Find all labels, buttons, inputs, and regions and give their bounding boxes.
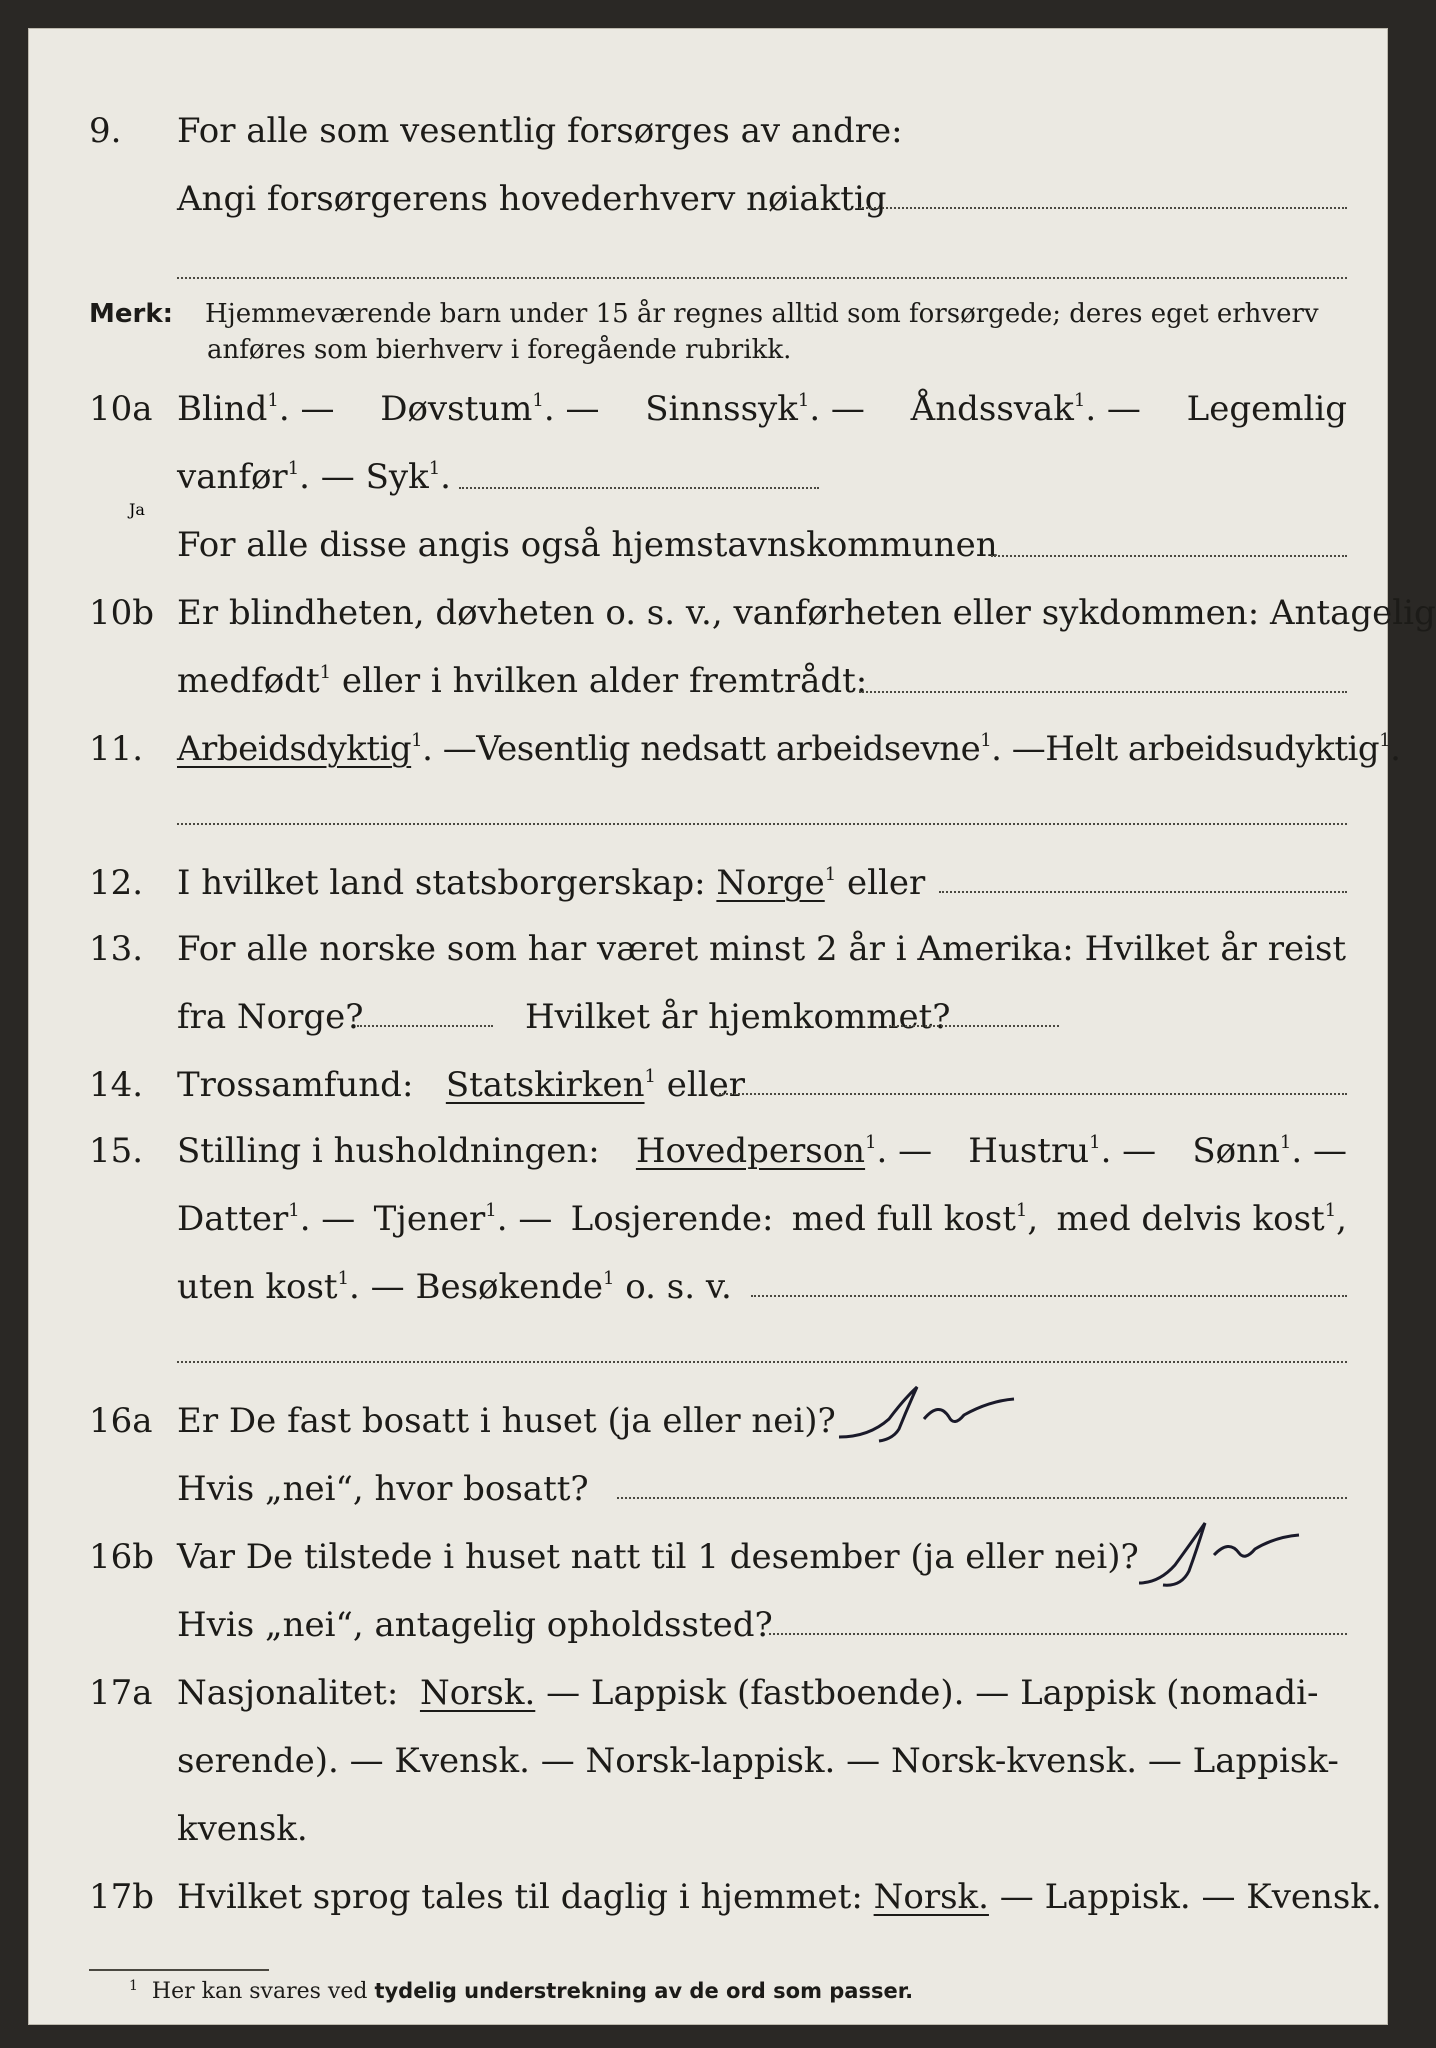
q16b-line2: Hvis „nei“, antagelig opholdssted? <box>177 1605 773 1645</box>
q9-line2: Angi forsørgerens hovederhverv nøiaktig <box>177 179 887 219</box>
footnote: $^1$ Her kan svares ved tydelig understrekning av de ord som passer. <box>129 1978 914 2004</box>
q9-answer-field[interactable] <box>859 207 1347 209</box>
merk-line2: anføres som bierhverv i foregående rubrikk. <box>207 335 792 365</box>
option-legemlig: Legemlig <box>1186 389 1347 429</box>
option-nedsatt: Vesentlig nedsatt arbeidsevne <box>476 729 981 769</box>
q17a-line3: kvensk. <box>177 1809 308 1849</box>
q14-other-field[interactable] <box>719 1093 1347 1095</box>
q15-extra-line[interactable] <box>177 1361 1347 1363</box>
option-norge-selected: Norge <box>716 863 825 903</box>
q17b-line: Hvilket sprog tales til daglig i hjemmet: Norsk. — Lappisk. — Kvensk. <box>177 1877 1382 1917</box>
q14-line: Trossamfund: Statskirken$^1$ eller <box>177 1065 746 1105</box>
q11-number: 11. <box>89 729 144 769</box>
option-statskirken-selected: Statskirken <box>445 1065 645 1105</box>
q15-number: 15. <box>89 1131 144 1171</box>
q16a-line2: Hvis „nei“, hvor bosatt? <box>177 1469 589 1509</box>
q16b-number: 16b <box>89 1537 155 1577</box>
q10a-syk-field[interactable] <box>459 487 819 489</box>
q16a-number: 16a <box>89 1401 153 1441</box>
q9-number: 9. <box>89 111 122 151</box>
option-norsk-selected: Norsk. <box>419 1673 536 1713</box>
q13-fra: fra Norge? <box>177 997 364 1037</box>
option-syk: Syk <box>365 457 429 497</box>
q11-line: Arbeidsdyktig$^1$. — Vesentlig nedsatt arbeidsevne$^1$. — Helt arbeidsudyktig$^1$. <box>177 729 1401 769</box>
q13-hjem: Hvilket år hjemkommet? <box>525 997 951 1037</box>
q17a-number: 17a <box>89 1673 153 1713</box>
option-sinnssyk: Sinnssyk <box>645 389 798 429</box>
q15-line2: Datter$^1$. — Tjener$^1$. — Losjerende: med full kost$^1$, med delvis kost$^1$, <box>177 1199 1347 1239</box>
q17a-line2: serende). — Kvensk. — Norsk-lappisk. — Norsk-kvensk. — Lappisk- <box>177 1741 1339 1781</box>
option-blind: Blind <box>177 389 268 429</box>
q11-extra-line[interactable] <box>177 823 1347 825</box>
option-norsk-language-selected: Norsk. <box>873 1877 989 1917</box>
q10a-line3: For alle disse angis også hjemstavnskommunen <box>177 525 998 565</box>
option-andssvak: Åndssvak <box>910 389 1074 429</box>
q13-hjemkommet-field[interactable] <box>889 1025 1059 1027</box>
q16a-handwritten-answer <box>829 1379 1049 1449</box>
q13-line1: For alle norske som har været minst 2 år i Amerika: Hvilket år reist <box>177 929 1347 969</box>
q9-answer-line2[interactable] <box>177 277 1347 279</box>
q13-reist-field[interactable] <box>357 1025 493 1027</box>
q10b-line1: Er blindheten, døvheten o. s. v., vanførheten eller sykdommen: Antagelig <box>177 593 1436 633</box>
option-arbeidsdyktig-selected: Arbeidsdyktig <box>177 729 412 769</box>
q10b-alder-field[interactable] <box>859 691 1347 693</box>
q16b-line1: Var De tilstede i huset natt til 1 desember (ja eller nei)? <box>177 1537 1139 1577</box>
q14-number: 14. <box>89 1065 144 1105</box>
q15-line1: Stilling i husholdningen: Hovedperson$^1$. — Hustru$^1$. — Sønn$^1$. — <box>177 1131 1347 1171</box>
q10b-number: 10b <box>89 593 155 633</box>
option-udyktig: Helt arbeidsudyktig <box>1045 729 1380 769</box>
census-form-sheet <box>28 28 1436 2025</box>
q10b-line2: medfødt$^1$ eller i hvilken alder fremtrådt: <box>177 661 868 701</box>
q16a-bosatt-field[interactable] <box>617 1497 1347 1499</box>
merk-line1: Hjemmeværende barn under 15 år regnes alltid som forsørgede; deres eget erhverv <box>205 299 1319 329</box>
q16b-opholdssted-field[interactable] <box>769 1633 1347 1635</box>
q16a-line1: Er De fast bosatt i huset (ja eller nei)? <box>177 1401 836 1441</box>
option-vanfor: vanfør <box>177 457 288 497</box>
q17a-line1: Nasjonalitet: Norsk. — Lappisk (fastboende). — Lappisk (nomadi- <box>177 1673 1319 1713</box>
q12-other-field[interactable] <box>939 891 1347 893</box>
q13-number: 13. <box>89 929 144 969</box>
q15-other-field[interactable] <box>751 1295 1347 1297</box>
q15-line3: uten kost$^1$. — Besøkende$^1$ o. s. v. <box>177 1267 732 1307</box>
q10a-number: 10a <box>89 389 153 429</box>
q17b-number: 17b <box>89 1877 155 1917</box>
q12-line: I hvilket land statsborgerskap: Norge$^1$ eller <box>177 863 926 903</box>
option-hovedperson-selected: Hovedperson <box>635 1131 866 1171</box>
merk-label: Merk: <box>89 299 174 329</box>
q10a-hjemstavn-field[interactable] <box>991 555 1347 557</box>
svg-text:Ja: Ja <box>129 500 145 519</box>
q9-line1: For alle som vesentlig forsørges av andre: <box>177 111 903 151</box>
q10a-line2: vanfør$^1$. — Syk$^1$. <box>177 457 451 497</box>
q12-number: 12. <box>89 863 144 903</box>
footnote-divider <box>89 1969 269 1971</box>
q10a-line1: Blind$^1$. — Døvstum$^1$. — Sinnssyk$^1$. — Åndssvak$^1$. — Legemlig <box>177 389 1347 429</box>
option-dovstum: Døvstum <box>380 389 533 429</box>
